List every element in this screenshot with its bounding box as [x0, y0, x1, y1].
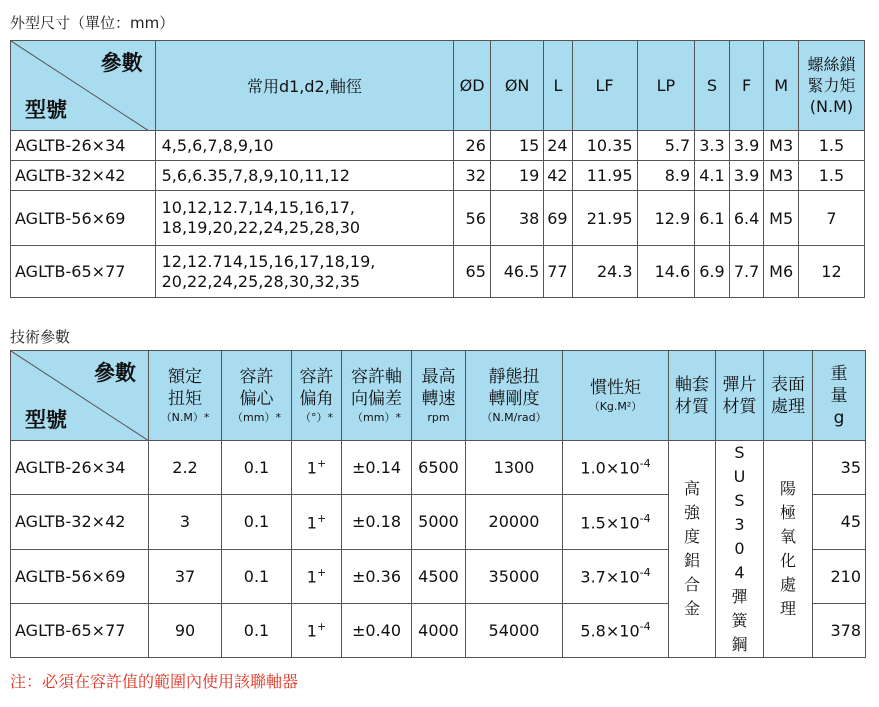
header-l: L — [544, 41, 572, 131]
surface-char: 氧 — [779, 527, 796, 546]
header-angle — [292, 351, 342, 441]
hub-material-char: 鋁 — [683, 551, 700, 570]
hub-material-char: 高 — [683, 479, 700, 498]
angle-sup: + — [316, 457, 327, 471]
lf-cell: 21.95 — [572, 191, 637, 246]
angle-cell — [292, 549, 342, 603]
weight-cell: 35 — [813, 441, 866, 495]
hub-material-text — [684, 477, 700, 621]
l-cell: 24 — [544, 131, 572, 161]
header-s: S — [695, 41, 730, 131]
dimensions-corner-cell — [11, 41, 156, 131]
header-rated-torque-unit: （N.M）* — [160, 410, 210, 424]
table-row — [11, 441, 866, 495]
inertia-exponent: -4 — [639, 620, 651, 634]
spring-material-char: 3 — [734, 515, 745, 534]
f-cell: 3.9 — [729, 131, 764, 161]
dimensions-table — [10, 40, 865, 298]
weight-cell: 378 — [813, 603, 866, 657]
diameter-line1: 10,12,12.7,14,15,16,17, — [161, 198, 355, 217]
corner-model-label: 型號 — [25, 98, 67, 122]
header-torque-l3: (N.M) — [809, 97, 854, 116]
model-cell: AGLTB-26×34 — [11, 131, 156, 161]
s-cell: 4.1 — [695, 161, 730, 191]
lf-cell: 24.3 — [572, 246, 637, 298]
spring-material-char: 0 — [734, 539, 745, 558]
eccentric-cell: 0.1 — [222, 441, 292, 495]
header-stiffness-l1: 靜態扭 — [488, 366, 540, 387]
header-axial-l1: 容許軸 — [351, 366, 402, 387]
lp-cell: 14.6 — [637, 246, 695, 298]
header-angle-l1: 容許 — [299, 366, 334, 387]
table-row — [11, 191, 865, 246]
diameter-line1: 12,12.714,15,16,17,18,19, — [161, 251, 376, 271]
od-cell: 26 — [454, 131, 491, 161]
axial-cell: ±0.40 — [342, 603, 412, 657]
on-cell: 19 — [490, 161, 543, 191]
header-rated-torque-l1: 額定 — [168, 366, 202, 387]
weight-cell: 210 — [813, 549, 866, 603]
diameter-cell — [155, 161, 454, 191]
header-rated-torque — [149, 351, 222, 441]
diameter-line1: 4,5,6,7,8,9,10 — [161, 135, 274, 155]
m-cell: M3 — [764, 161, 799, 191]
model-cell: AGLTB-65×77 — [11, 603, 149, 657]
angle-cell — [292, 495, 342, 549]
inertia-value: 5.8×10 — [580, 621, 640, 641]
angle-cell — [292, 441, 342, 495]
axial-cell: ±0.18 — [342, 495, 412, 549]
header-inertia-unit: （Kg.M²） — [588, 399, 643, 413]
hub-material-char: 合 — [683, 575, 700, 594]
inertia-cell — [563, 495, 669, 549]
hub-material-char: 度 — [683, 527, 700, 546]
header-speed — [412, 351, 466, 441]
spring-material-char: S — [734, 491, 745, 510]
header-lp: LP — [637, 41, 695, 131]
inertia-value: 3.7×10 — [580, 567, 640, 587]
spring-material-char: U — [733, 467, 746, 486]
inertia-cell — [563, 603, 669, 657]
lp-cell: 12.9 — [637, 191, 695, 246]
corner-param-label: 參數 — [94, 361, 136, 385]
header-eccentric — [222, 351, 292, 441]
stiffness-cell: 54000 — [466, 603, 563, 657]
inertia-exponent: -4 — [639, 457, 651, 471]
torque-cell: 1.5 — [798, 161, 864, 191]
header-spring-material — [716, 351, 764, 441]
od-cell: 65 — [454, 246, 491, 298]
header-axial — [342, 351, 412, 441]
header-surface-l1: 表面 — [771, 374, 805, 395]
header-hub-material-l1: 軸套 — [675, 374, 709, 395]
header-speed-l1: 最高 — [421, 366, 456, 387]
lp-cell: 8.9 — [637, 161, 695, 191]
surface-char: 極 — [779, 503, 796, 522]
header-weight-l1: 重 — [830, 363, 848, 384]
model-cell: AGLTB-26×34 — [11, 441, 149, 495]
technical-caption: 技術參數 — [10, 328, 71, 346]
inertia-exponent: -4 — [639, 511, 651, 525]
lp-cell: 5.7 — [637, 131, 695, 161]
table-row — [11, 161, 865, 191]
header-diameter: 常用d1,d2,軸徑 — [155, 41, 454, 131]
inertia-cell — [563, 549, 669, 603]
header-weight-l2: 量 — [830, 385, 848, 406]
table-row — [11, 246, 865, 298]
speed-cell: 5000 — [412, 495, 466, 549]
axial-cell: ±0.14 — [342, 441, 412, 495]
rated-torque-cell: 2.2 — [149, 441, 222, 495]
header-spring-material-l2: 材質 — [722, 396, 757, 417]
header-stiffness-unit: （N.M/rad） — [481, 410, 547, 424]
header-rated-torque-l2: 扭矩 — [168, 388, 202, 409]
header-lf: LF — [572, 41, 637, 131]
spring-material-char: 彈 — [731, 587, 748, 606]
hub-material-cell — [669, 441, 716, 658]
surface-char: 化 — [779, 551, 796, 570]
header-axial-l2: 向偏差 — [351, 388, 402, 409]
l-cell: 42 — [544, 161, 572, 191]
diameter-line1: 5,6,6.35,7,8,9,10,11,12 — [161, 165, 350, 185]
stiffness-cell: 1300 — [466, 441, 563, 495]
header-f: F — [729, 41, 764, 131]
header-eccentric-l1: 容許 — [239, 366, 274, 387]
inertia-value: 1.0×10 — [580, 458, 640, 478]
angle-sup: + — [316, 511, 327, 525]
surface-cell — [764, 441, 813, 658]
hub-material-char: 金 — [683, 599, 700, 618]
f-cell: 7.7 — [729, 246, 764, 298]
surface-char: 理 — [779, 599, 796, 618]
f-cell: 6.4 — [729, 191, 764, 246]
inertia-exponent: -4 — [639, 565, 651, 579]
hub-material-char: 強 — [683, 503, 700, 522]
lf-cell: 10.35 — [572, 131, 637, 161]
stiffness-cell: 35000 — [466, 549, 563, 603]
surface-char: 處 — [779, 575, 796, 594]
inertia-value: 1.5×10 — [580, 513, 640, 533]
model-cell: AGLTB-65×77 — [11, 246, 156, 298]
header-speed-unit: rpm — [427, 410, 450, 424]
od-cell: 32 — [454, 161, 491, 191]
header-angle-l2: 偏角 — [299, 388, 334, 409]
diameter-line2: 20,22,24,25,28,30,32,35 — [161, 271, 361, 291]
header-spring-material-l1: 彈片 — [722, 374, 757, 395]
header-on: ØN — [490, 41, 543, 131]
l-cell: 69 — [544, 191, 572, 246]
dimensions-caption: 外型尺寸（單位：mm） — [10, 14, 175, 32]
on-cell: 46.5 — [490, 246, 543, 298]
diameter-line2: 18,19,20,22,24,25,28,30 — [161, 218, 361, 237]
angle-sup: + — [316, 565, 327, 579]
rated-torque-cell: 3 — [149, 495, 222, 549]
header-speed-l2: 轉速 — [421, 388, 456, 409]
header-eccentric-unit: （mm）* — [232, 410, 281, 424]
s-cell: 3.3 — [695, 131, 730, 161]
on-cell: 15 — [490, 131, 543, 161]
corner-param-label: 參數 — [100, 51, 143, 75]
model-cell: AGLTB-56×69 — [11, 191, 156, 246]
table-row — [11, 131, 865, 161]
stiffness-cell: 20000 — [466, 495, 563, 549]
header-axial-unit: （mm）* — [352, 410, 401, 424]
s-cell: 6.9 — [695, 246, 730, 298]
speed-cell: 4500 — [412, 549, 466, 603]
eccentric-cell: 0.1 — [222, 603, 292, 657]
inertia-cell — [563, 441, 669, 495]
spring-material-text — [731, 441, 747, 657]
weight-cell: 45 — [813, 495, 866, 549]
corner-model-label: 型號 — [25, 408, 67, 432]
diameter-cell — [155, 131, 454, 161]
header-hub-material-l2: 材質 — [675, 396, 709, 417]
model-cell: AGLTB-56×69 — [11, 549, 149, 603]
dimensions-header-row — [11, 41, 865, 131]
header-surface-l2: 處理 — [771, 396, 805, 417]
angle-value: 1 — [306, 513, 317, 533]
spring-material-char: 鋼 — [731, 635, 748, 654]
angle-value: 1 — [306, 621, 317, 641]
header-surface — [764, 351, 813, 441]
technical-corner-cell — [11, 351, 149, 441]
torque-cell: 12 — [798, 246, 864, 298]
rated-torque-cell: 37 — [149, 549, 222, 603]
on-cell: 38 — [490, 191, 543, 246]
header-inertia-l1: 慣性矩 — [590, 377, 641, 398]
technical-table — [10, 350, 866, 658]
header-torque-l2: 緊力矩 — [807, 76, 856, 95]
diameter-cell — [155, 191, 454, 246]
header-m: M — [764, 41, 799, 131]
spring-material-char: 簧 — [731, 611, 748, 630]
header-torque-l1: 螺絲鎖 — [807, 55, 856, 74]
eccentric-cell: 0.1 — [222, 549, 292, 603]
torque-cell: 1.5 — [798, 131, 864, 161]
m-cell: M5 — [764, 191, 799, 246]
header-hub-material — [669, 351, 716, 441]
l-cell: 77 — [544, 246, 572, 298]
header-od: ØD — [454, 41, 491, 131]
speed-cell: 6500 — [412, 441, 466, 495]
angle-cell — [292, 603, 342, 657]
torque-cell: 7 — [798, 191, 864, 246]
surface-char: 陽 — [779, 479, 796, 498]
header-angle-unit: （°）* — [300, 410, 333, 424]
spring-material-cell — [716, 441, 764, 658]
angle-value: 1 — [306, 567, 317, 587]
spring-material-char: 4 — [734, 563, 745, 582]
rated-torque-cell: 90 — [149, 603, 222, 657]
m-cell: M6 — [764, 246, 799, 298]
lf-cell: 11.95 — [572, 161, 637, 191]
axial-cell: ±0.36 — [342, 549, 412, 603]
header-stiffness-l2: 轉剛度 — [488, 388, 540, 409]
od-cell: 56 — [454, 191, 491, 246]
f-cell: 3.9 — [729, 161, 764, 191]
angle-sup: + — [316, 620, 327, 634]
header-weight — [813, 351, 866, 441]
model-cell: AGLTB-32×42 — [11, 495, 149, 549]
angle-value: 1 — [306, 458, 317, 478]
header-stiffness — [466, 351, 563, 441]
diameter-cell — [155, 246, 454, 298]
eccentric-cell: 0.1 — [222, 495, 292, 549]
model-cell: AGLTB-32×42 — [11, 161, 156, 191]
m-cell: M3 — [764, 131, 799, 161]
header-inertia — [563, 351, 669, 441]
spring-material-char: S — [734, 443, 745, 462]
speed-cell: 4000 — [412, 603, 466, 657]
header-weight-l3: g — [833, 407, 845, 428]
header-eccentric-l2: 偏心 — [239, 388, 274, 409]
surface-text — [780, 477, 796, 621]
s-cell: 6.1 — [695, 191, 730, 246]
usage-note: 注：必須在容許值的範圍內使用該聯軸器 — [10, 672, 299, 691]
header-torque — [798, 41, 864, 131]
technical-header-row — [11, 351, 866, 441]
